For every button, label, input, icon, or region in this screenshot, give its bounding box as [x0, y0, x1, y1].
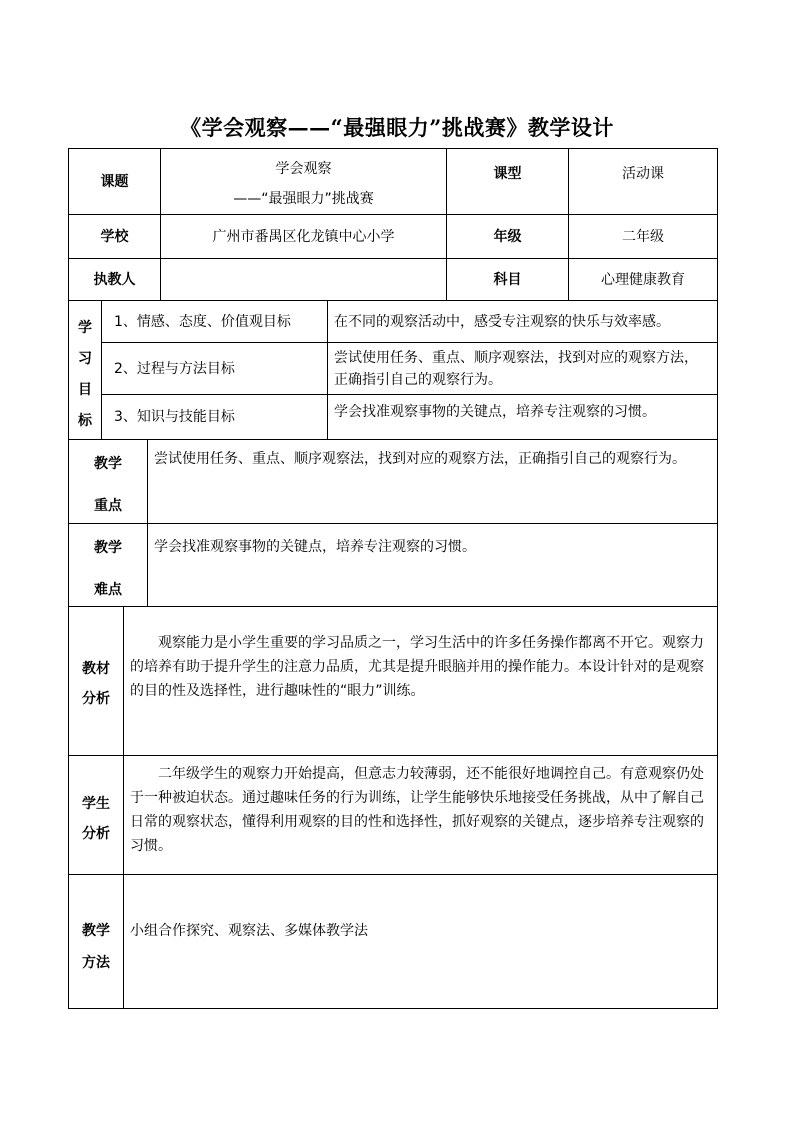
students-content: 二年级学生的观察力开始提高，但意志力较薄弱，还不能很好地调控自己。有意观察仍处于一种被迫状态。通过趣味任务的行为训练，让学生能够快乐地接受任务挑战，从中了解自己日常的观察状态，懂得利用观察的目的性和选择性，抓好观察的关键点，逐步培养专注观察的习惯。	[123, 755, 718, 875]
goals-label-char: 学	[78, 320, 92, 336]
goal-content-3: 学会找准观察事物的关键点，培养专注观察的习惯。	[327, 394, 718, 440]
difficulties-content: 学会找准观察事物的关键点，培养专注观察的习惯。	[147, 523, 718, 607]
topic-value	[160, 148, 447, 215]
methods-row	[68, 874, 718, 1009]
material-row	[68, 606, 718, 756]
grade-value: 二年级	[568, 214, 718, 259]
goal-content-1: 在不同的观察活动中，感受专注观察的快乐与效率感。	[327, 300, 718, 343]
methods-label-line2: 方法	[82, 955, 110, 971]
methods-content: 小组合作探究、观察法、多媒体教学法	[123, 874, 718, 1009]
goals-label-char: 习	[78, 351, 92, 367]
material-content: 观察能力是小学生重要的学习品质之一，学习生活中的许多任务操作都离不开它。观察力的培养有助于提升学生的注意力品质，尤其是提升眼脑并用的操作能力。本设计针对的是观察的目的性及选择性，进行趣味性的“眼力”训练。	[123, 606, 718, 756]
material-label	[68, 606, 124, 756]
key-points-label-line1: 教学	[94, 456, 122, 472]
material-label-line1: 教材	[82, 661, 110, 677]
teacher-label: 执教人	[68, 258, 161, 301]
subject-label: 科目	[446, 258, 569, 301]
goal-content-2: 尝试使用任务、重点、顺序观察法，找到对应的观察方法，正确指引自己的观察行为。	[327, 342, 718, 395]
type-value: 活动课	[568, 148, 718, 215]
key-points-label	[68, 439, 148, 524]
students-label-line2: 分析	[82, 826, 110, 842]
subject-value: 心理健康教育	[568, 258, 718, 301]
key-points-row	[68, 439, 718, 524]
teacher-value	[160, 258, 447, 301]
teacher-row	[68, 258, 718, 301]
key-points-label-line2: 重点	[94, 498, 122, 514]
goals-label-char: 目	[78, 382, 92, 398]
topic-line2: ——“最强眼力”挑战赛	[233, 191, 374, 207]
methods-label-line1: 教学	[82, 923, 110, 939]
students-label	[68, 755, 124, 875]
students-label-line1: 学生	[82, 796, 110, 812]
page-title: 《学会观察——“最强眼力”挑战赛》教学设计	[180, 115, 614, 140]
school-row	[68, 214, 718, 259]
goal-name-3: 3、知识与技能目标	[101, 394, 328, 440]
goal-name-2: 2、过程与方法目标	[101, 342, 328, 395]
goals-label	[68, 300, 102, 440]
students-row	[68, 755, 718, 875]
topic-line1: 学会观察	[275, 161, 332, 177]
school-label: 学校	[68, 214, 161, 259]
difficulties-label-line1: 教学	[94, 540, 122, 556]
topic-row	[68, 148, 718, 215]
goals-block	[68, 300, 718, 440]
key-points-content: 尝试使用任务、重点、顺序观察法，找到对应的观察方法，正确指引自己的观察行为。	[147, 439, 718, 524]
grade-label: 年级	[446, 214, 569, 259]
goal-name-1: 1、情感、态度、价值观目标	[101, 300, 328, 343]
school-value: 广州市番禺区化龙镇中心小学	[160, 214, 447, 259]
methods-label	[68, 874, 124, 1009]
difficulties-label	[68, 523, 148, 607]
type-label: 课型	[446, 148, 569, 215]
difficulties-label-line2: 难点	[94, 582, 122, 598]
goals-label-char: 标	[78, 413, 92, 429]
topic-label: 课题	[68, 148, 161, 215]
material-label-line2: 分析	[82, 691, 110, 707]
difficulties-row	[68, 523, 718, 607]
